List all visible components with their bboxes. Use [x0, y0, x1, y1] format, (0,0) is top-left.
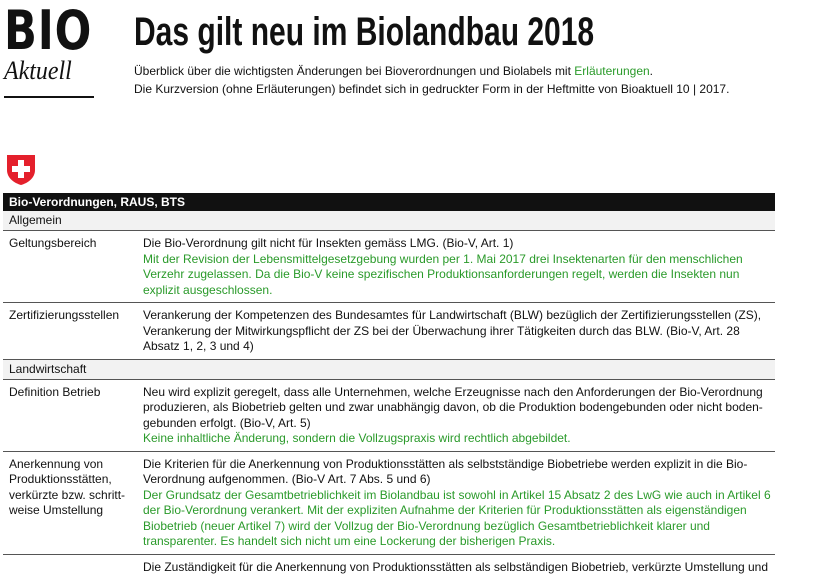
intro-line-2: Die Kurzversion (ohne Erläuterungen) befindet sich in gedruckter Form in der Heftmitte von Bioaktuell 10 | 2017.	[134, 80, 729, 98]
row-text: Neu wird explizit geregelt, dass alle Unternehmen, welche Erzeugnisse nach den Anforderungen der Bio-Verordnung produzieren, als Biobetrieb gelten und zwar unabhängig davon, ob die Produktion bodengebunden oder nicht boden-gebunden erfolgt. (Bio-V, Art. 5)	[143, 385, 771, 432]
row-note: Keine inhaltliche Änderung, sondern die Vollzugspraxis wird rechtlich abgebildet.	[143, 431, 771, 447]
row-text: Verankerung der Kompetenzen des Bundesamtes für Landwirtschaft (BLW) bezüglich der Zertifizierungsstellen (ZS), Verankerung der Mitwirkungspflicht der ZS bei der Überwachung ihrer Tätigkeiten durch das BLW. (Bio-V, Art. 28 Absatz 1, 2, 3 und 4)	[143, 308, 771, 355]
swiss-coat-of-arms-icon	[6, 154, 36, 186]
subsection-allgemein: Allgemein	[3, 211, 775, 231]
row-text: Die Bio-Verordnung gilt nicht für Insekten gemäss LMG. (Bio-V, Art. 1)	[143, 236, 771, 252]
row-content	[141, 231, 775, 302]
intro-line-1-after: .	[650, 64, 653, 78]
row-content	[141, 380, 775, 451]
table-row	[3, 452, 775, 555]
intro-line-1-before: Überblick über die wichtigsten Änderungen bei Bioverordnungen und Biolabels mit	[134, 64, 574, 78]
table-row	[3, 303, 775, 360]
row-note: Der Grundsatz der Gesamtbetrieblichkeit im Biolandbau ist sowohl in Artikel 15 Absatz 2 des LwG wie auch in Artikel 6 der Bio-Verordnung verankert. Mit der expliziten Aufnahme der Kriterien für Produktionsstätten als eigenständigen Biobetrieb (neuer Artikel 7) wird der Vollzug der Bio-Verordnung bezüglich Gesamtbetrieblichkeit klarer und transparenter. Es handelt sich nicht um eine Lockerung der bisherigen Praxis.	[143, 488, 771, 550]
row-label	[3, 555, 141, 579]
row-label: Definition Betrieb	[3, 380, 141, 451]
row-label: Anerkennung von Produktionsstätten, verkürzte bzw. schritt-weise Umstellung	[3, 452, 141, 554]
page-title: Das gilt neu im Biolandbau 2018	[134, 10, 594, 54]
row-content	[141, 452, 775, 554]
intro-line-1	[134, 62, 729, 80]
bio-aktuell-logo	[4, 4, 100, 84]
table-row	[3, 555, 775, 579]
logo-bio-text: BIO	[4, 4, 81, 58]
subsection-landwirtschaft: Landwirtschaft	[3, 360, 775, 380]
row-text: Die Zuständigkeit für die Anerkennung von Produktionsstätten als selbständigen Biobetrieb, verkürzte Umstellung und	[143, 560, 771, 576]
intro-text	[134, 62, 729, 98]
row-text: Die Kriterien für die Anerkennung von Produktionsstätten als selbstständige Biobetriebe werden explizit in die Bio-Verordnung aufgenommen. (Bio-V Art. 7 Abs. 5 und 6)	[143, 457, 771, 488]
row-label: Geltungsbereich	[3, 231, 141, 302]
logo-aktuell-text: Aktuell	[4, 58, 92, 84]
erlaeuterungen-link[interactable]: Erläuterungen	[574, 64, 649, 78]
row-content	[141, 555, 775, 579]
row-content	[141, 303, 775, 359]
logo-underline	[4, 96, 94, 98]
table-row	[3, 380, 775, 452]
table-row	[3, 231, 775, 303]
section-header: Bio-Verordnungen, RAUS, BTS	[3, 193, 775, 211]
regulations-table	[3, 193, 775, 579]
row-label: Zertifizierungsstellen	[3, 303, 141, 359]
row-note: Mit der Revision der Lebensmittelgesetzgebung wurden per 1. Mai 2017 drei Insektenarten für den menschlichen Verzehr zugelassen. Da die Bio-V keine spezifischen Produktionsanforderungen regelt, werden die Insekten nun explizit ausgeschlossen.	[143, 252, 771, 299]
